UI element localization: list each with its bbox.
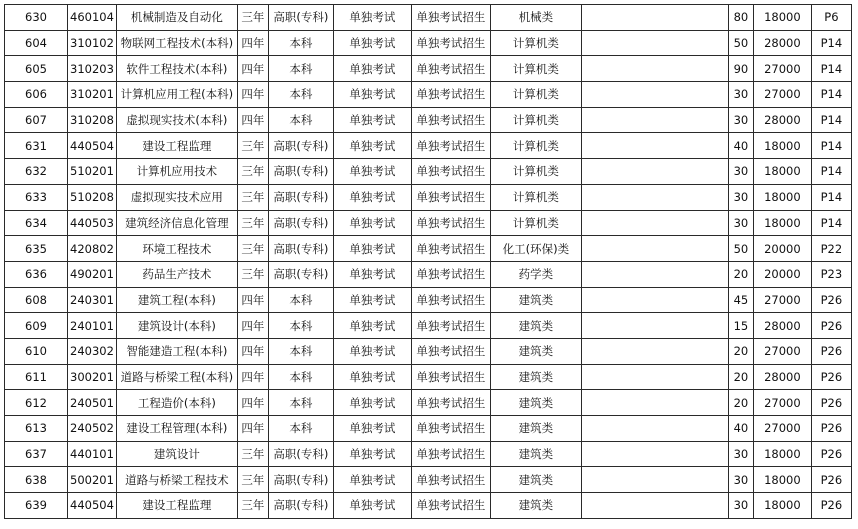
cell-major-code: 300201 [68,364,117,390]
cell-exam-type: 单独考试 [333,184,411,210]
cell-page-ref: P14 [811,184,851,210]
table-row [5,236,852,262]
cell-remarks [581,338,728,364]
table-row [5,5,852,31]
cell-level: 高职(专科) [268,493,333,519]
cell-duration: 四年 [237,56,268,82]
cell-quota: 20 [728,338,753,364]
cell-tuition: 28000 [753,30,811,56]
cell-major-name: 智能建造工程(本科) [116,338,237,364]
cell-category: 计算机类 [490,184,581,210]
cell-remarks [581,82,728,108]
cell-major-code: 240302 [68,338,117,364]
cell-remarks [581,287,728,313]
cell-level: 本科 [268,390,333,416]
cell-level: 本科 [268,338,333,364]
cell-category: 化工(环保)类 [490,236,581,262]
cell-exam-type: 单独考试 [333,133,411,159]
cell-duration: 三年 [237,159,268,185]
cell-quota: 50 [728,30,753,56]
cell-category: 计算机类 [490,82,581,108]
cell-exam-type: 单独考试 [333,5,411,31]
cell-plan-type: 单独考试招生 [411,364,490,390]
cell-plan-type: 单独考试招生 [411,133,490,159]
cell-major-code: 310201 [68,82,117,108]
table-row [5,261,852,287]
cell-exam-type: 单独考试 [333,493,411,519]
cell-program-id: 637 [5,441,68,467]
cell-quota: 30 [728,467,753,493]
cell-quota: 30 [728,210,753,236]
cell-major-code: 420802 [68,236,117,262]
cell-plan-type: 单独考试招生 [411,30,490,56]
cell-page-ref: P26 [811,390,851,416]
cell-major-name: 物联网工程技术(本科) [116,30,237,56]
cell-duration: 四年 [237,338,268,364]
cell-quota: 20 [728,261,753,287]
cell-plan-type: 单独考试招生 [411,467,490,493]
table-row [5,338,852,364]
cell-quota: 15 [728,313,753,339]
cell-level: 高职(专科) [268,133,333,159]
cell-level: 本科 [268,313,333,339]
cell-remarks [581,5,728,31]
cell-exam-type: 单独考试 [333,364,411,390]
cell-tuition: 20000 [753,261,811,287]
table-row [5,107,852,133]
cell-duration: 四年 [237,416,268,442]
cell-program-id: 638 [5,467,68,493]
cell-tuition: 18000 [753,5,811,31]
cell-category: 计算机类 [490,133,581,159]
cell-page-ref: P26 [811,467,851,493]
cell-category: 计算机类 [490,159,581,185]
cell-category: 建筑类 [490,416,581,442]
cell-level: 本科 [268,287,333,313]
cell-category: 机械类 [490,5,581,31]
table-row [5,56,852,82]
cell-duration: 四年 [237,107,268,133]
cell-remarks [581,493,728,519]
table-row [5,441,852,467]
cell-remarks [581,416,728,442]
cell-remarks [581,236,728,262]
cell-level: 高职(专科) [268,184,333,210]
cell-major-name: 建筑设计(本科) [116,313,237,339]
cell-remarks [581,313,728,339]
cell-remarks [581,210,728,236]
cell-page-ref: P26 [811,493,851,519]
table-row [5,416,852,442]
cell-exam-type: 单独考试 [333,338,411,364]
cell-quota: 20 [728,364,753,390]
cell-quota: 30 [728,107,753,133]
cell-category: 建筑类 [490,441,581,467]
cell-category: 建筑类 [490,313,581,339]
cell-remarks [581,133,728,159]
cell-program-id: 639 [5,493,68,519]
cell-page-ref: P26 [811,338,851,364]
cell-duration: 三年 [237,467,268,493]
cell-program-id: 611 [5,364,68,390]
cell-major-name: 虚拟现实技术(本科) [116,107,237,133]
cell-page-ref: P14 [811,133,851,159]
cell-tuition: 27000 [753,338,811,364]
cell-category: 建筑类 [490,287,581,313]
cell-tuition: 27000 [753,287,811,313]
cell-exam-type: 单独考试 [333,159,411,185]
cell-quota: 80 [728,5,753,31]
cell-level: 高职(专科) [268,441,333,467]
cell-exam-type: 单独考试 [333,416,411,442]
cell-program-id: 605 [5,56,68,82]
cell-page-ref: P22 [811,236,851,262]
cell-page-ref: P6 [811,5,851,31]
cell-remarks [581,159,728,185]
cell-tuition: 18000 [753,184,811,210]
cell-category: 药学类 [490,261,581,287]
cell-program-id: 609 [5,313,68,339]
cell-level: 本科 [268,364,333,390]
cell-plan-type: 单独考试招生 [411,56,490,82]
cell-tuition: 27000 [753,56,811,82]
admission-table-body [5,5,852,519]
cell-major-code: 240101 [68,313,117,339]
cell-remarks [581,441,728,467]
cell-major-name: 工程造价(本科) [116,390,237,416]
cell-exam-type: 单独考试 [333,261,411,287]
cell-plan-type: 单独考试招生 [411,493,490,519]
table-row [5,390,852,416]
cell-major-name: 道路与桥梁工程技术 [116,467,237,493]
cell-duration: 三年 [237,184,268,210]
cell-major-name: 计算机应用技术 [116,159,237,185]
cell-plan-type: 单独考试招生 [411,210,490,236]
cell-major-code: 310208 [68,107,117,133]
cell-plan-type: 单独考试招生 [411,338,490,364]
cell-category: 建筑类 [490,338,581,364]
cell-quota: 30 [728,441,753,467]
cell-tuition: 18000 [753,467,811,493]
cell-plan-type: 单独考试招生 [411,82,490,108]
cell-level: 高职(专科) [268,236,333,262]
cell-program-id: 613 [5,416,68,442]
cell-major-code: 490201 [68,261,117,287]
cell-program-id: 630 [5,5,68,31]
cell-category: 建筑类 [490,364,581,390]
cell-major-code: 440101 [68,441,117,467]
cell-remarks [581,184,728,210]
cell-duration: 四年 [237,313,268,339]
cell-exam-type: 单独考试 [333,441,411,467]
cell-category: 建筑类 [490,467,581,493]
cell-program-id: 635 [5,236,68,262]
cell-page-ref: P23 [811,261,851,287]
cell-major-name: 建筑工程(本科) [116,287,237,313]
cell-tuition: 20000 [753,236,811,262]
cell-exam-type: 单独考试 [333,107,411,133]
cell-major-name: 计算机应用工程(本科) [116,82,237,108]
cell-major-code: 440504 [68,133,117,159]
cell-major-name: 建设工程管理(本科) [116,416,237,442]
cell-major-name: 建筑设计 [116,441,237,467]
cell-duration: 四年 [237,82,268,108]
cell-major-name: 建设工程监理 [116,133,237,159]
cell-level: 本科 [268,107,333,133]
table-row [5,287,852,313]
cell-major-name: 软件工程技术(本科) [116,56,237,82]
cell-page-ref: P26 [811,364,851,390]
cell-exam-type: 单独考试 [333,56,411,82]
cell-exam-type: 单独考试 [333,287,411,313]
cell-plan-type: 单独考试招生 [411,261,490,287]
cell-level: 高职(专科) [268,467,333,493]
cell-major-name: 建设工程监理 [116,493,237,519]
cell-quota: 30 [728,184,753,210]
cell-remarks [581,30,728,56]
cell-major-code: 240502 [68,416,117,442]
cell-page-ref: P14 [811,30,851,56]
cell-tuition: 27000 [753,82,811,108]
cell-major-name: 建筑经济信息化管理 [116,210,237,236]
cell-plan-type: 单独考试招生 [411,287,490,313]
cell-page-ref: P14 [811,82,851,108]
cell-quota: 20 [728,390,753,416]
cell-program-id: 631 [5,133,68,159]
cell-major-name: 机械制造及自动化 [116,5,237,31]
cell-remarks [581,261,728,287]
admission-table-container [4,4,852,519]
cell-duration: 三年 [237,441,268,467]
cell-major-code: 500201 [68,467,117,493]
cell-remarks [581,364,728,390]
cell-major-code: 240301 [68,287,117,313]
cell-category: 计算机类 [490,107,581,133]
table-row [5,313,852,339]
cell-category: 建筑类 [490,493,581,519]
cell-tuition: 27000 [753,416,811,442]
table-row [5,133,852,159]
cell-program-id: 604 [5,30,68,56]
cell-program-id: 606 [5,82,68,108]
cell-page-ref: P14 [811,107,851,133]
cell-level: 高职(专科) [268,5,333,31]
cell-major-name: 药品生产技术 [116,261,237,287]
cell-exam-type: 单独考试 [333,210,411,236]
cell-program-id: 608 [5,287,68,313]
cell-program-id: 633 [5,184,68,210]
table-row [5,184,852,210]
table-row [5,467,852,493]
cell-major-code: 440503 [68,210,117,236]
cell-duration: 四年 [237,390,268,416]
cell-page-ref: P26 [811,287,851,313]
admission-plan-table [4,4,852,519]
cell-page-ref: P14 [811,210,851,236]
cell-page-ref: P26 [811,313,851,339]
cell-duration: 三年 [237,493,268,519]
table-row [5,364,852,390]
cell-duration: 三年 [237,261,268,287]
cell-quota: 30 [728,159,753,185]
cell-program-id: 607 [5,107,68,133]
cell-program-id: 610 [5,338,68,364]
cell-quota: 45 [728,287,753,313]
cell-tuition: 27000 [753,390,811,416]
cell-duration: 三年 [237,133,268,159]
cell-plan-type: 单独考试招生 [411,107,490,133]
table-row [5,493,852,519]
cell-tuition: 18000 [753,493,811,519]
cell-level: 高职(专科) [268,159,333,185]
cell-exam-type: 单独考试 [333,313,411,339]
cell-major-name: 道路与桥梁工程(本科) [116,364,237,390]
cell-category: 建筑类 [490,390,581,416]
cell-plan-type: 单独考试招生 [411,236,490,262]
cell-major-code: 310203 [68,56,117,82]
cell-category: 计算机类 [490,210,581,236]
cell-page-ref: P26 [811,441,851,467]
cell-exam-type: 单独考试 [333,390,411,416]
cell-quota: 40 [728,133,753,159]
cell-plan-type: 单独考试招生 [411,159,490,185]
cell-quota: 30 [728,493,753,519]
cell-quota: 30 [728,82,753,108]
table-row [5,210,852,236]
cell-major-name: 环境工程技术 [116,236,237,262]
cell-plan-type: 单独考试招生 [411,184,490,210]
cell-plan-type: 单独考试招生 [411,441,490,467]
cell-exam-type: 单独考试 [333,467,411,493]
cell-category: 计算机类 [490,30,581,56]
cell-remarks [581,107,728,133]
cell-page-ref: P14 [811,159,851,185]
cell-major-code: 510201 [68,159,117,185]
cell-duration: 四年 [237,287,268,313]
cell-program-id: 634 [5,210,68,236]
cell-duration: 三年 [237,236,268,262]
cell-exam-type: 单独考试 [333,82,411,108]
table-row [5,30,852,56]
cell-major-name: 虚拟现实技术应用 [116,184,237,210]
cell-remarks [581,56,728,82]
cell-tuition: 18000 [753,159,811,185]
cell-plan-type: 单独考试招生 [411,313,490,339]
cell-level: 高职(专科) [268,261,333,287]
cell-level: 高职(专科) [268,210,333,236]
cell-remarks [581,390,728,416]
cell-plan-type: 单独考试招生 [411,416,490,442]
cell-major-code: 510208 [68,184,117,210]
cell-program-id: 636 [5,261,68,287]
cell-duration: 三年 [237,210,268,236]
cell-plan-type: 单独考试招生 [411,5,490,31]
cell-duration: 三年 [237,5,268,31]
cell-exam-type: 单独考试 [333,30,411,56]
cell-level: 本科 [268,82,333,108]
cell-page-ref: P26 [811,416,851,442]
cell-tuition: 28000 [753,107,811,133]
cell-tuition: 18000 [753,210,811,236]
cell-tuition: 28000 [753,313,811,339]
cell-major-code: 310102 [68,30,117,56]
cell-tuition: 18000 [753,441,811,467]
cell-major-code: 240501 [68,390,117,416]
cell-tuition: 28000 [753,364,811,390]
cell-quota: 90 [728,56,753,82]
table-row [5,159,852,185]
cell-major-code: 460104 [68,5,117,31]
cell-remarks [581,467,728,493]
cell-page-ref: P14 [811,56,851,82]
table-row [5,82,852,108]
cell-level: 本科 [268,56,333,82]
cell-plan-type: 单独考试招生 [411,390,490,416]
cell-category: 计算机类 [490,56,581,82]
cell-exam-type: 单独考试 [333,236,411,262]
cell-major-code: 440504 [68,493,117,519]
cell-tuition: 18000 [753,133,811,159]
cell-duration: 四年 [237,30,268,56]
cell-level: 本科 [268,30,333,56]
cell-duration: 四年 [237,364,268,390]
cell-program-id: 612 [5,390,68,416]
cell-quota: 40 [728,416,753,442]
cell-program-id: 632 [5,159,68,185]
cell-level: 本科 [268,416,333,442]
cell-quota: 50 [728,236,753,262]
